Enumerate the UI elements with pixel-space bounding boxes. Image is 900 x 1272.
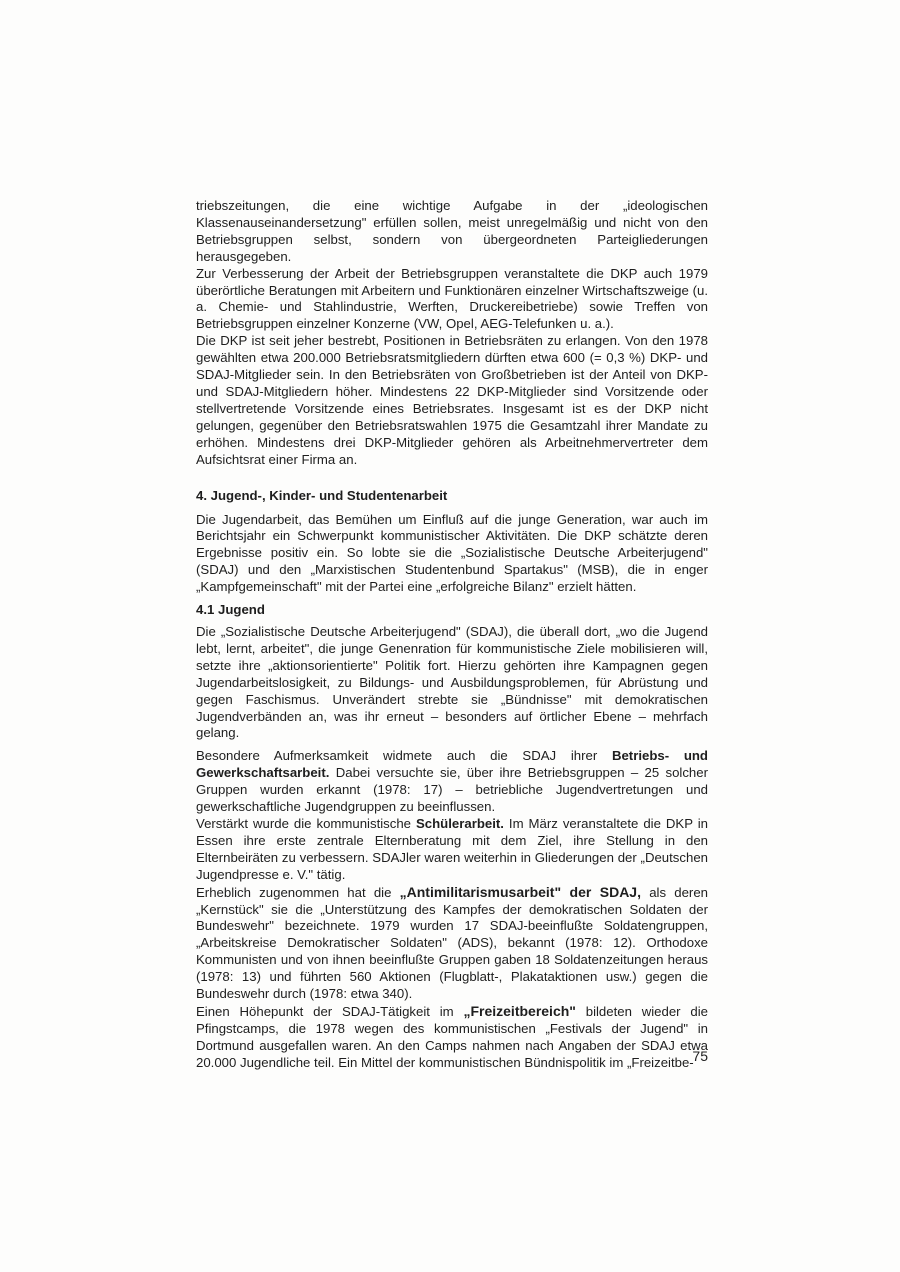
emphasis: Betriebs- und Gewerkschaftsarbeit. [196, 748, 708, 781]
text-run: Besondere Aufmerksamkeit widmete auch die SDAJ ihrer [196, 748, 612, 764]
text-run: als deren „Kernstück" sie die „Unterstützung des Kampfes der demokratischen Soldaten der Bundeswehr" bezeichnete. 1979 wurden 17 SDAJ-beeinflußte Soldatengruppen, „Arbeitskreise Demokratischer Soldaten" (ADS), bekannt (1978: 12). Orthodoxe Kommunisten und von ihnen beeinflußte Gruppen gaben 18 Soldatenzeitungen heraus (1978: 13) und führten 560 Aktionen (Flugblatt-, Plakataktionen usw.) gegen die Bundeswehr durch (1978: etwa 340). [196, 884, 708, 1002]
emphasis: Schülerarbeit. [416, 816, 504, 831]
subsection-heading: 4.1 Jugend [196, 602, 265, 618]
paragraph: Die DKP ist seit jeher bestrebt, Positionen in Betriebsräten zu erlangen. Von den 1978 gewählten etwa 200.000 Betriebsratsmitgliedern dürften etwa 600 (= 0,3 %) DKP- und SDAJ-Mitglieder sein. In den Betriebsräten von Großbetrieben ist der Anteil von DKP- und SDAJ-Mitgliedern höher. Mindestens 22 DKP-Mitglieder sind Vorsitzende oder stellvertretende Vorsitzende eines Betriebsrates. Insgesamt ist es der DKP nicht gelungen, gegenüber den Betriebsratswahlen 1975 die Gesamtzahl ihrer Mandate zu erhöhen. Mindestens drei DKP-Mitglieder gehören als Arbeitnehmervertreter dem Aufsichtsrat einer Firma an. [196, 333, 708, 467]
body-text [196, 198, 708, 1072]
emphasis: „Freizeitbereich" [463, 1002, 576, 1019]
text-run: bildeten wieder die Pfingstcamps, die 1978 wegen des kommunistischen „Festivals der Jugend" in Dortmund ausgefallen waren. An den Camps nahmen nach Angaben der SDAJ etwa 20.000 Jugendliche teil. Ein Mittel der kommunistischen Bündnispolitik im „Freizeitbe- [196, 1003, 708, 1070]
text-run: Im März veranstaltete die DKP in Essen ihre erste zentrale Elternberatung mit dem Ziel, ihre Stellung in den Elternbeiräten zu verbessern. SDAJler waren weiterhin in Gliederungen der „Deutschen Jugendpresse e. V." tätig. [196, 816, 709, 882]
paragraph [196, 816, 708, 884]
text-run: Erheblich zugenommen hat die [196, 884, 400, 900]
text-run: Verstärkt wurde die kommunistische [196, 816, 416, 831]
text-run: Dabei versuchte sie, über ihre Betriebsgruppen – 25 solcher Gruppen wurden erkannt (1978: 17) – betriebliche Jugendvertretungen und gewerkschaftliche Jugendgruppen zu beeinflussen. [196, 765, 708, 815]
paragraph [196, 884, 708, 1003]
paragraph: Die „Sozialistische Deutsche Arbeiterjugend" (SDAJ), die überall dort, „wo die Jugend lebt, lernt, arbeitet", die junge Genenration für kommunistische Ziele mobilisieren will, setzte ihre „aktionsorientierte" Politik fort. Hierzu gehörten ihre Kampagnen gegen Jugendarbeitslosigkeit, zu Bildungs- und Ausbildungsproblemen, für Abrüstung und gegen Faschismus. Unverändert strebte sie „Bündnisse" mit demokratischen Jugendverbänden an, was ihr erneut – besonders auf örtlicher Ebene – mehrfach gelang. [196, 624, 708, 741]
paragraph [196, 1003, 708, 1072]
emphasis: „Antimilitarismusarbeit" der SDAJ, [399, 883, 641, 900]
text-run: Einen Höhepunkt der SDAJ-Tätigkeit im [196, 1003, 464, 1019]
paragraph: Die Jugendarbeit, das Bemühen um Einfluß auf die junge Generation, war auch im Berichtsjahr ein Schwerpunkt kommunistischer Aktivitäten. Die DKP schätzte deren Ergebnisse positiv ein. So lobte sie die „Sozialistische Deutsche Arbeiterjugend" (SDAJ) und den „Marxistischen Studentenbund Spartakus" (MSB), die in enger „Kampfgemeinschaft" mit der Partei eine „erfolgreiche Bilanz" erzielt hätten. [196, 511, 708, 595]
page-number: 75 [692, 1048, 708, 1064]
paragraph: triebszeitungen, die eine wichtige Aufgabe in der „ideologischen Klassenauseinandersetzung" erfüllen sollen, meist unregelmäßig und nicht von den Betriebsgruppen selbst, sondern von übergeordneten Parteigliederungen herausgegeben. [196, 198, 708, 264]
paragraph [196, 748, 708, 816]
section-heading: 4. Jugend-, Kinder- und Studentenarbeit [196, 487, 448, 503]
paragraph: Zur Verbesserung der Arbeit der Betriebsgruppen veranstaltete die DKP auch 1979 überörtliche Beratungen mit Arbeitern und Funktionären einzelner Wirtschaftszweige (u. a. Chemie- und Stahlindustrie, Werften, Druckereibetriebe) sowie Treffen von Betriebsgruppen einzelner Konzerne (VW, Opel, AEG-Telefunken u. a.). [196, 265, 708, 332]
